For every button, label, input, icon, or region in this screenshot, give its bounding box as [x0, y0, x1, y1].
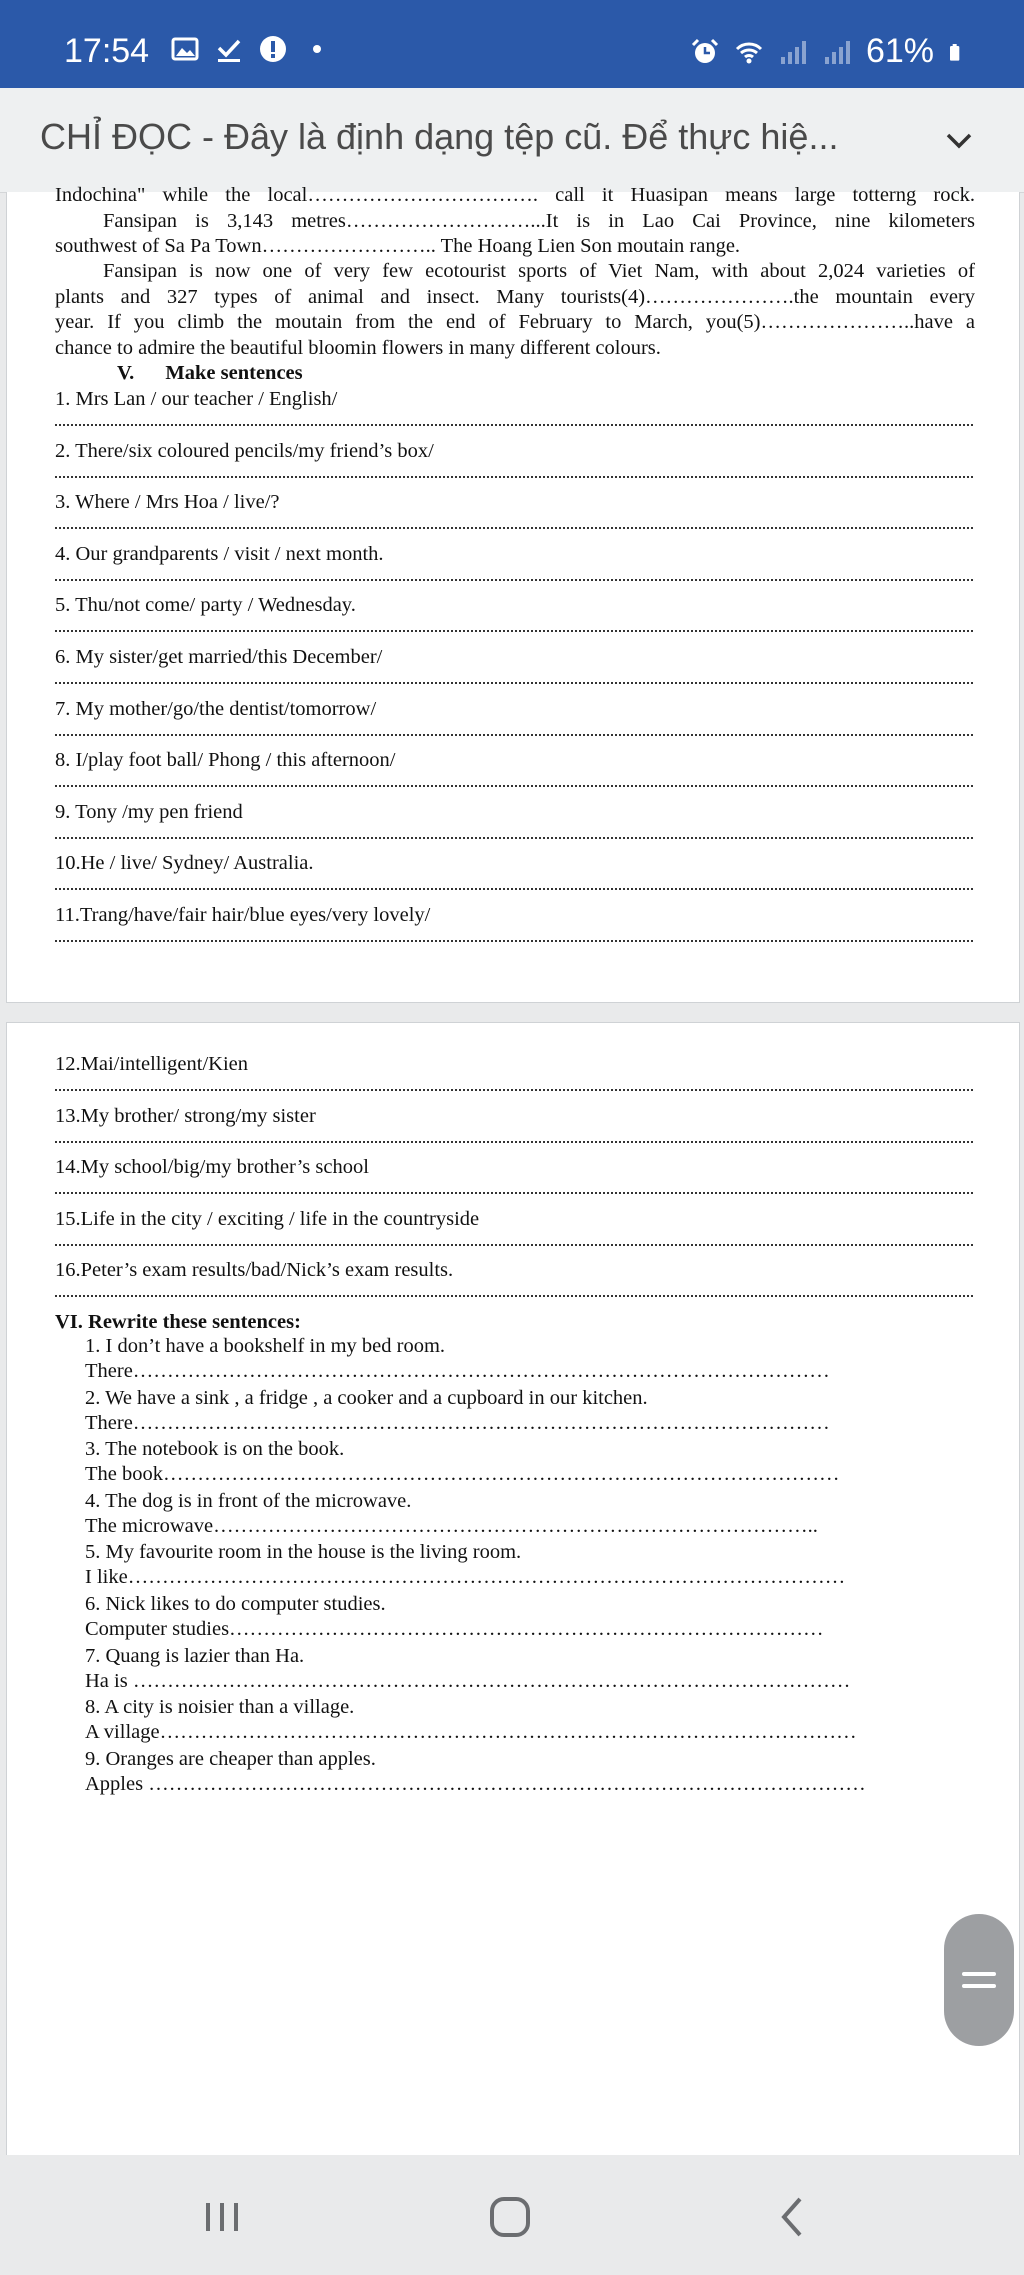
reading-line: southwest of Sa Pa Town…………………….. The Hoang Lien Son moutain range. [55, 235, 741, 257]
sentence-item: 10.He / live/ Sydney/ Australia. [55, 852, 314, 875]
answer-line [55, 1141, 973, 1143]
reading-line: plants and 327 types of animal and insect. Many tourists(4)………………….the mountain every [55, 286, 975, 308]
navigation-bar [0, 2155, 1024, 2275]
home-icon[interactable] [480, 2187, 540, 2247]
alarm-icon [690, 37, 720, 67]
answer-line [55, 734, 973, 736]
rewrite-question: 9. Oranges are cheaper than apples. [85, 1747, 376, 1770]
sentence-item: 5. Thu/not come/ party / Wednesday. [55, 594, 356, 617]
banner-text: CHỈ ĐỌC - Đây là định dạng tệp cũ. Để thực hiệ... [40, 116, 839, 157]
signal-icon [778, 37, 808, 67]
rewrite-question: 2. We have a sink , a fridge , a cooker and a cupboard in our kitchen. [85, 1386, 648, 1409]
document-page-2 [6, 1022, 1020, 2156]
sentence-item: 14.My school/big/my brother’s school [55, 1156, 369, 1179]
answer-line [55, 476, 973, 478]
status-left-icons [170, 34, 332, 64]
reading-line: chance to admire the beautiful bloomin flowers in many different colours. [55, 337, 661, 359]
section-vi-heading: VI. Rewrite these sentences: [55, 1311, 301, 1333]
answer-line [55, 785, 973, 787]
rewrite-answer-line: Ha is …………………………………………………………………………………………… [85, 1669, 851, 1692]
sentence-item: 9. Tony /my pen friend [55, 800, 243, 823]
answer-line [55, 527, 973, 529]
answer-line [55, 579, 973, 581]
alert-icon [258, 34, 288, 64]
answer-line [55, 424, 973, 426]
battery-percent: 61% [865, 32, 934, 70]
answer-line [55, 1295, 973, 1297]
rewrite-answer-line: I like…………………………………………………………………………………………… [85, 1566, 846, 1589]
signal-icon [822, 37, 852, 67]
back-icon[interactable] [764, 2187, 824, 2247]
sentence-item: 7. My mother/go/the dentist/tomorrow/ [55, 697, 377, 720]
rewrite-question: 6. Nick likes to do computer studies. [85, 1593, 386, 1615]
rewrite-answer-line: There………………………………………………………………………………………… [85, 1411, 830, 1434]
image-icon [170, 34, 200, 64]
rewrite-answer-line: A village………………………………………………………………………………………… [85, 1721, 857, 1744]
answer-line [55, 1089, 973, 1091]
battery-icon [948, 37, 968, 67]
rewrite-question: 5. My favourite room in the house is the living room. [85, 1541, 522, 1564]
rewrite-answer-line: The book……………………………………………………………………………………… [85, 1463, 840, 1486]
rewrite-question: 1. I don’t have a bookshelf in my bed room. [85, 1335, 446, 1357]
section-number: V. [117, 362, 135, 384]
reading-line: year. If you climb the moutain from the end of February to March, you(5)…………………..have a [55, 311, 975, 333]
sentence-item: 8. I/play foot ball/ Phong / this afternoon/ [55, 749, 396, 772]
answer-line [55, 888, 973, 890]
status-bar [0, 0, 1024, 88]
status-right-icons [690, 32, 968, 71]
dot-icon [302, 34, 332, 64]
sentence-item: 4. Our grandparents / visit / next month. [55, 542, 384, 565]
rewrite-question: 4. The dog is in front of the microwave. [85, 1489, 412, 1512]
rewrite-answer-line: Apples …………………………………………………………………………………………… [85, 1772, 866, 1795]
sentence-item: 11.Trang/have/fair hair/blue eyes/very lovely/ [55, 904, 431, 926]
answer-line [55, 1192, 973, 1194]
rewrite-answer-line: There………………………………………………………………………………………… [85, 1360, 830, 1382]
answer-line [55, 682, 973, 684]
rewrite-question: 8. A city is noisier than a village. [85, 1696, 355, 1719]
grip-line [962, 1972, 996, 1976]
rewrite-question: 7. Quang is lazier than Ha. [85, 1644, 305, 1667]
section-v-heading [117, 362, 303, 385]
reading-line: Fansipan is 3,143 metres………………………...It is in Lao Cai Province, nine kilometers [103, 210, 975, 232]
fast-scroll-handle[interactable] [944, 1914, 1014, 2046]
sentence-item: 15.Life in the city / exciting / life in the countryside [55, 1207, 480, 1230]
recent-apps-icon[interactable] [192, 2187, 252, 2247]
answer-line [55, 1244, 973, 1246]
rewrite-answer-line: The microwave…………………………………………………………………………….. [85, 1514, 818, 1537]
rewrite-question: 3. The notebook is on the book. [85, 1438, 345, 1461]
sentence-item: 16.Peter’s exam results/bad/Nick’s exam results. [55, 1259, 454, 1282]
reading-line: Fansipan is now one of very few ecotourist sports of Viet Nam, with about 2,024 varieties of [103, 260, 975, 282]
rewrite-answer-line: Computer studies…………………………………………………………………………… [85, 1618, 824, 1640]
read-only-banner[interactable] [0, 88, 1024, 193]
sentence-item: 6. My sister/get married/this December/ [55, 646, 383, 668]
answer-line [55, 837, 973, 839]
grip-line [962, 1984, 996, 1988]
document-page-1 [6, 184, 1020, 1003]
answer-line [55, 940, 973, 942]
download-done-icon [214, 34, 244, 64]
sentence-item: 3. Where / Mrs Hoa / live/? [55, 491, 280, 514]
reading-line: Indochina" while the local……………………………. call it Huasipan means large totterng rock. [55, 184, 975, 206]
section-title: Make sentences [165, 362, 303, 384]
answer-line [55, 630, 973, 632]
sentence-item: 13.My brother/ strong/my sister [55, 1104, 316, 1127]
status-time: 17:54 [64, 32, 150, 70]
sentence-item: 2. There/six coloured pencils/my friend’s box/ [55, 439, 434, 462]
sentence-item: 12.Mai/intelligent/Kien [55, 1053, 249, 1075]
sentence-item: 1. Mrs Lan / our teacher / English/ [55, 388, 338, 410]
chevron-down-icon[interactable] [934, 116, 984, 166]
wifi-icon [734, 37, 764, 67]
